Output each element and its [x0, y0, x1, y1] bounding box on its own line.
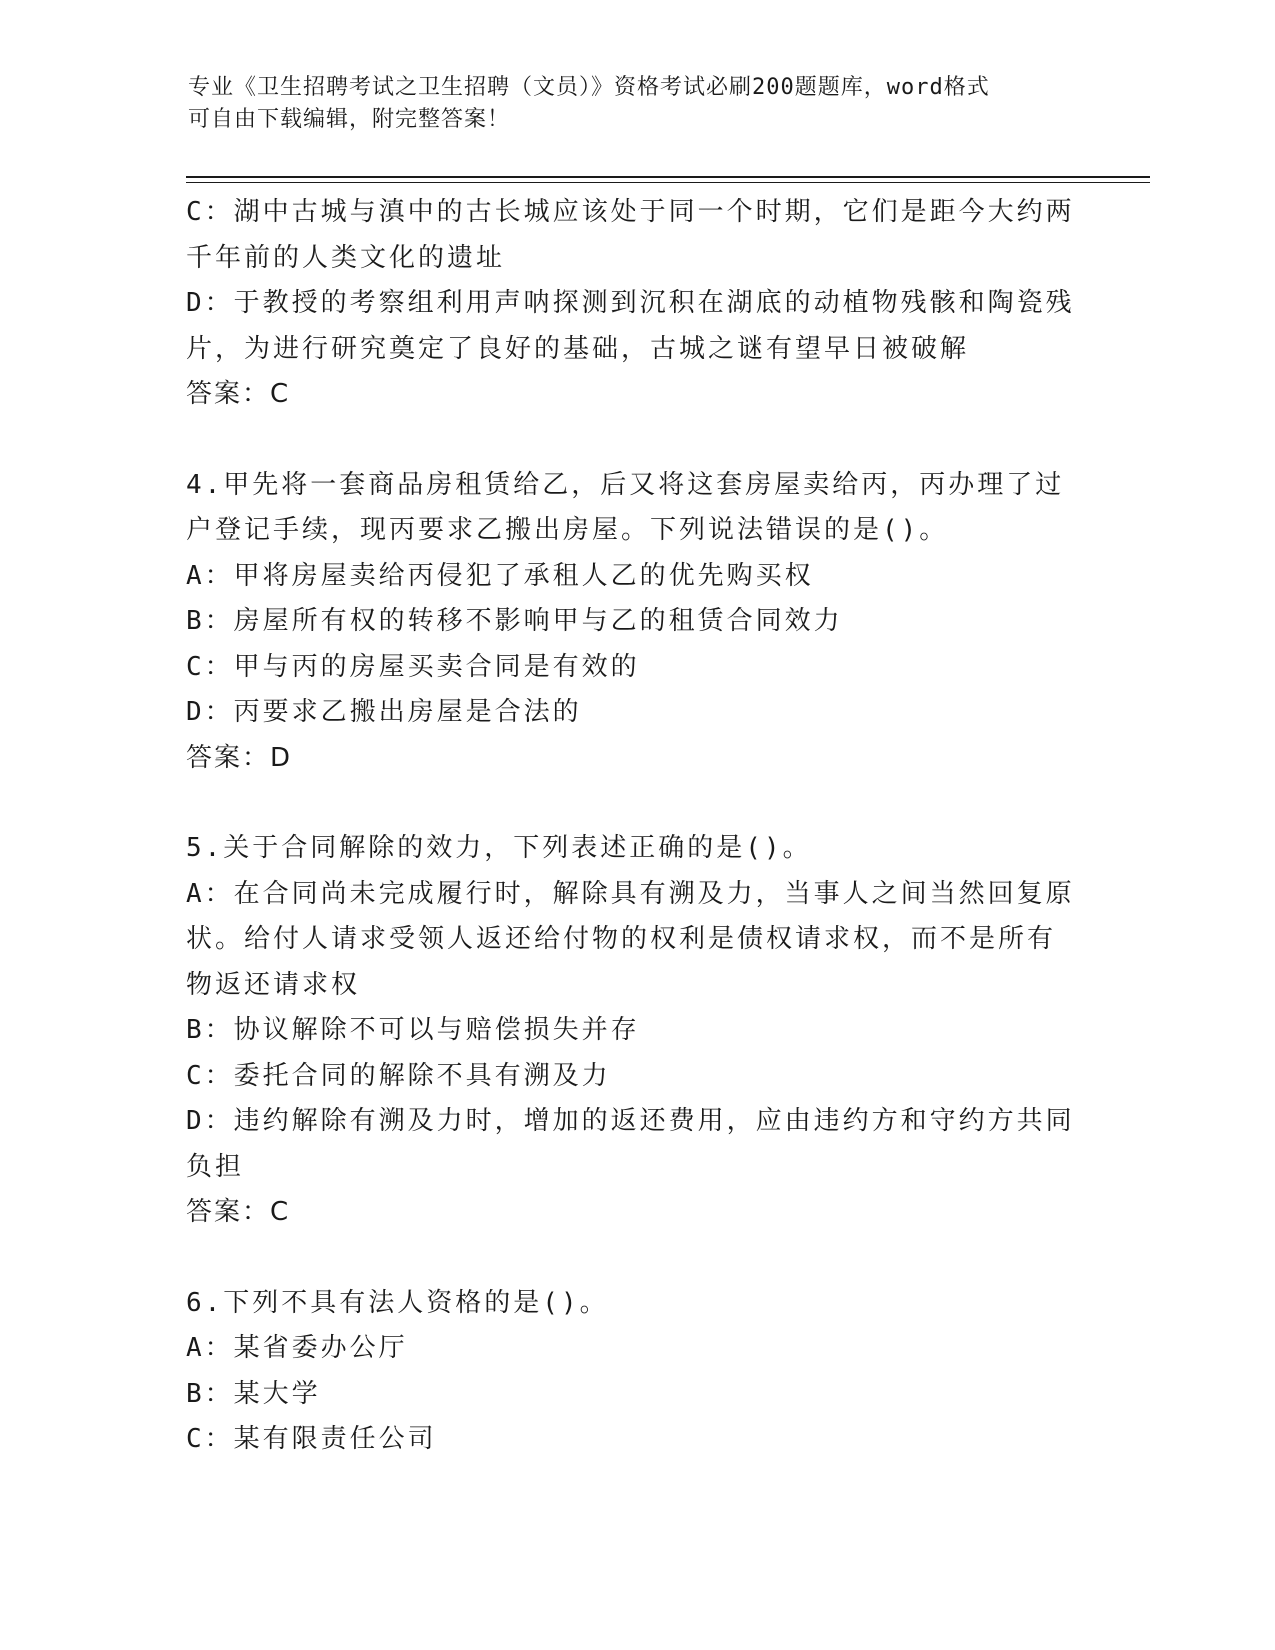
answer-line: 答案：C — [186, 1197, 291, 1227]
question-stem-line-2: 户登记手续，现丙要求乙搬出房屋。下列说法错误的是()。 — [186, 515, 949, 545]
option-a: A：甲将房屋卖给丙侵犯了承租人乙的优先购买权 — [186, 560, 814, 591]
option-a-line-1: A：在合同尚未完成履行时，解除具有溯及力，当事人之间当然回复原 — [186, 878, 1075, 909]
option-d-line-2: 片，为进行研究奠定了良好的基础，古城之谜有望早日被破解 — [186, 333, 970, 364]
header-divider-thin — [186, 182, 1150, 183]
option-a-line-3: 物返还请求权 — [186, 969, 361, 1000]
option-b: B：协议解除不可以与赔偿损失并存 — [186, 1015, 640, 1045]
answer-line: 答案：D — [186, 742, 293, 773]
option-d-line-1: D：于教授的考察组利用声呐探测到沉积在湖底的动植物残骸和陶瓷残 — [186, 288, 1075, 318]
question-6 — [186, 1281, 1086, 1463]
option-c: C：某有限责任公司 — [186, 1424, 437, 1454]
question-stem: 5.关于合同解除的效力，下列表述正确的是()。 — [186, 833, 812, 863]
option-b: B：某大学 — [186, 1378, 321, 1409]
option-c: C：委托合同的解除不具有溯及力 — [186, 1060, 611, 1091]
page-header — [188, 72, 1068, 136]
option-c-line-1: C：湖中古城与滇中的古长城应该处于同一个时期，它们是距今大约两 — [186, 197, 1075, 227]
question-5 — [186, 826, 1086, 1236]
header-title-line-1: 专业《卫生招聘考试之卫生招聘（文员）》资格考试必刷200题题库，word格式 — [188, 75, 990, 100]
answer-line: 答案：C — [186, 379, 291, 409]
option-d-line-1: D：违约解除有溯及力时，增加的返还费用，应由违约方和守约方共同 — [186, 1106, 1075, 1136]
option-a: A：某省委办公厅 — [186, 1333, 408, 1363]
option-c-line-2: 千年前的人类文化的遗址 — [186, 242, 506, 273]
spacer — [186, 781, 1086, 826]
option-d: D：丙要求乙搬出房屋是合法的 — [186, 697, 582, 727]
spacer — [186, 1236, 1086, 1281]
spacer — [186, 418, 1086, 463]
question-content — [186, 190, 1086, 1463]
option-c: C：甲与丙的房屋买卖合同是有效的 — [186, 651, 640, 682]
question-3-tail — [186, 190, 1086, 418]
header-title-line-2: 可自由下载编辑，附完整答案！ — [188, 107, 511, 132]
question-4 — [186, 463, 1086, 782]
question-stem: 6.下列不具有法人资格的是()。 — [186, 1287, 609, 1318]
option-d-line-2: 负担 — [186, 1151, 245, 1182]
option-b: B：房屋所有权的转移不影响甲与乙的租赁合同效力 — [186, 606, 843, 636]
header-divider-thick — [186, 176, 1150, 178]
question-stem-line-1: 4.甲先将一套商品房租赁给乙，后又将这套房屋卖给丙，丙办理了过 — [186, 469, 1065, 500]
option-a-line-2: 状。给付人请求受领人返还给付物的权利是债权请求权，而不是所有 — [186, 924, 1057, 954]
